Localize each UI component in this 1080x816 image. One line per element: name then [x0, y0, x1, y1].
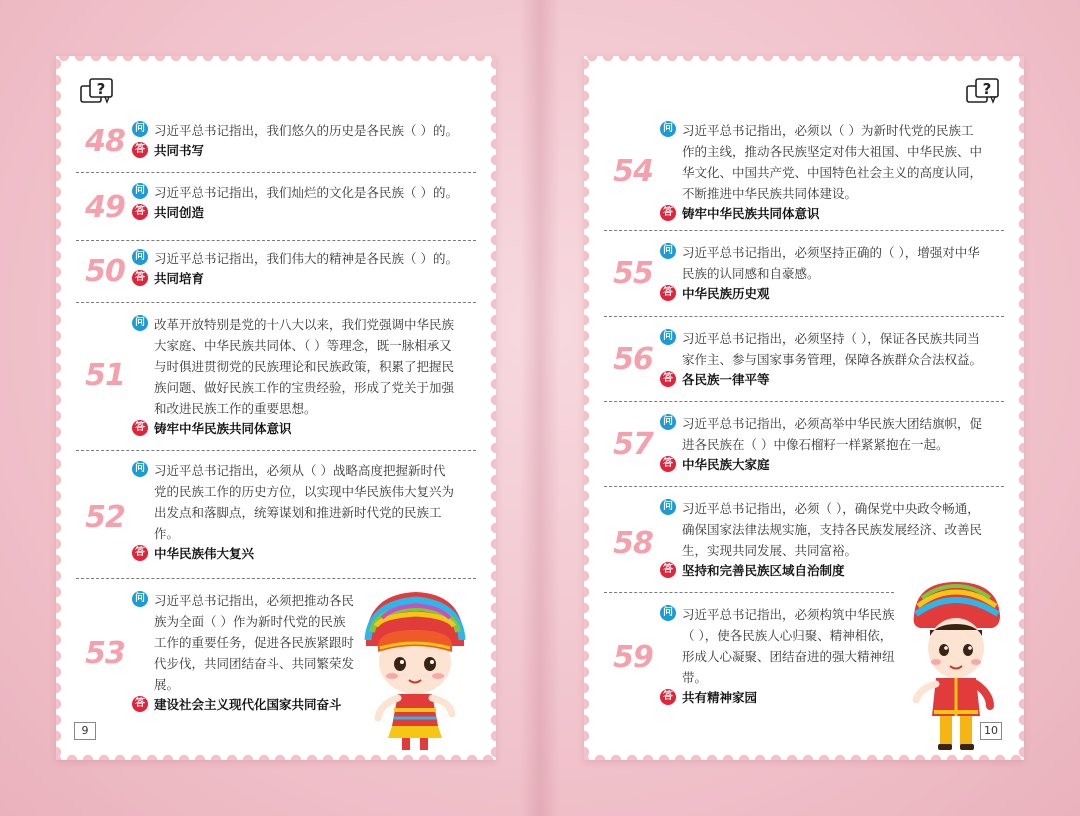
page-number: 9 — [74, 722, 96, 740]
page-number: 10 — [980, 722, 1002, 740]
item-number: 50 — [85, 254, 125, 289]
answer-text: 共同创造 — [154, 205, 205, 220]
svg-text:?: ? — [96, 80, 106, 98]
dashed-divider — [76, 240, 476, 241]
question-text: 习近平总书记指出，必须把推动各民族为全面（ ）作为新时代党的民族工作的重要任务，促进各民族紧跟时代步伐，共同团结奋斗、共同繁荣发展。 — [154, 593, 355, 692]
list-item — [604, 409, 1004, 485]
question-badge: 问 — [660, 605, 676, 621]
answer-badge: 答 — [132, 420, 148, 436]
list-item — [76, 116, 476, 172]
dashed-divider — [76, 450, 476, 451]
book-spine — [520, 0, 560, 816]
item-number: 53 — [85, 636, 125, 671]
answer-badge: 答 — [132, 142, 148, 158]
item-number: 55 — [613, 256, 653, 291]
answer-text: 铸牢中华民族共同体意识 — [682, 206, 820, 221]
question-text: 习近平总书记指出，我们伟大的精神是各民族（ ）的。 — [154, 251, 458, 266]
dashed-divider — [604, 316, 1004, 317]
question-text: 习近平总书记指出，必须坚持（ ），保证各民族共同当家作主、参与国家事务管理，保障各族群众合法权益。 — [682, 331, 983, 367]
item-number: 52 — [85, 500, 125, 535]
question-badge: 问 — [132, 461, 148, 477]
svg-text:?: ? — [982, 80, 992, 98]
answer-text: 中华民族大家庭 — [682, 457, 770, 472]
answer-text: 共同培育 — [154, 271, 205, 286]
item-number: 58 — [613, 526, 653, 561]
dashed-divider — [604, 401, 1004, 402]
question-badge: 问 — [132, 183, 148, 199]
question-badge: 问 — [660, 499, 676, 515]
dashed-divider — [604, 486, 1004, 487]
question-badge: 问 — [660, 414, 676, 430]
question-badge: 问 — [132, 591, 148, 607]
answer-badge: 答 — [132, 545, 148, 561]
item-number: 56 — [613, 342, 653, 377]
dashed-divider — [604, 230, 1004, 231]
girl-mascot-icon — [354, 586, 474, 756]
list-item — [604, 324, 1004, 400]
answer-text: 建设社会主义现代化国家共同奋斗 — [154, 697, 342, 712]
answer-badge: 答 — [132, 696, 148, 712]
answer-text: 坚持和完善民族区域自治制度 — [682, 563, 845, 578]
question-badge: 问 — [660, 243, 676, 259]
answer-badge: 答 — [660, 205, 676, 221]
dashed-divider — [76, 578, 476, 579]
list-item — [604, 238, 1004, 314]
dashed-divider — [76, 302, 476, 303]
answer-badge: 答 — [660, 285, 676, 301]
answer-badge: 答 — [660, 371, 676, 387]
question-badge: 问 — [132, 121, 148, 137]
question-text: 习近平总书记指出，必须高举中华民族大团结旗帜，促进各民族在（ ）中像石榴籽一样紧紧抱在一起。 — [682, 416, 983, 452]
answer-text: 共有精神家园 — [682, 690, 758, 705]
answer-badge: 答 — [660, 456, 676, 472]
dashed-divider — [76, 172, 476, 173]
question-bubble-icon — [966, 78, 1000, 106]
question-text: 习近平总书记指出，我们悠久的历史是各民族（ ）的。 — [154, 123, 458, 138]
item-number: 54 — [613, 154, 653, 189]
question-badge: 问 — [660, 329, 676, 345]
question-bubble-icon — [80, 78, 114, 106]
item-number: 49 — [85, 190, 125, 225]
list-item — [76, 456, 476, 576]
item-number: 51 — [85, 358, 125, 393]
answer-text: 中华民族伟大复兴 — [154, 546, 255, 561]
question-badge: 问 — [132, 249, 148, 265]
list-item — [604, 116, 1004, 228]
answer-text: 铸牢中华民族共同体意识 — [154, 421, 292, 436]
question-text: 习近平总书记指出，必须（ ），确保党中央政令畅通，确保国家法律法规实施，支持各民族发展经济、改善民生，实现共同发展、共同富裕。 — [682, 501, 983, 558]
question-text: 习近平总书记指出，必须构筑中华民族（ ），使各民族人心归聚、精神相依，形成人心凝聚、团结奋进的强大精神纽带。 — [682, 607, 895, 685]
question-text: 习近平总书记指出，必须坚持正确的（ ），增强对中华民族的认同感和自豪感。 — [682, 245, 980, 281]
left-page — [56, 56, 496, 760]
answer-badge: 答 — [132, 204, 148, 220]
item-number: 57 — [613, 427, 653, 462]
question-text: 改革开放特别是党的十八大以来，我们党强调中华民族大家庭、中华民族共同体、（ ）等理念，既一脉相承又与时俱进贯彻党的民族理论和民族政策，积累了把握民族问题、做好民族工作的宝贵经验，形成了党关于加强和改进民族工作的重要思想。 — [154, 317, 455, 416]
list-item — [76, 310, 476, 440]
list-item — [76, 178, 476, 234]
item-number: 59 — [613, 640, 653, 675]
list-item — [76, 244, 476, 300]
question-text: 习近平总书记指出，必须以（ ）为新时代党的民族工作的主线，推动各民族坚定对伟大祖国、中华民族、中华文化、中国共产党、中国特色社会主义的高度认同，不断推进中华民族共同体建设。 — [682, 123, 983, 201]
answer-badge: 答 — [660, 562, 676, 578]
answer-badge: 答 — [132, 270, 148, 286]
answer-text: 共同书写 — [154, 143, 205, 158]
question-text: 习近平总书记指出，必须从（ ）战略高度把握新时代党的民族工作的历史方位，以实现中华民族伟大复兴为出发点和落脚点，统筹谋划和推进新时代党的民族工作。 — [154, 463, 455, 541]
answer-badge: 答 — [660, 689, 676, 705]
dashed-divider — [604, 592, 894, 593]
answer-text: 各民族一律平等 — [682, 372, 770, 387]
question-badge: 问 — [660, 121, 676, 137]
item-number: 48 — [85, 124, 125, 159]
question-badge: 问 — [132, 315, 148, 331]
right-page — [584, 56, 1024, 760]
answer-text: 中华民族历史观 — [682, 286, 770, 301]
question-text: 习近平总书记指出，我们灿烂的文化是各民族（ ）的。 — [154, 185, 458, 200]
